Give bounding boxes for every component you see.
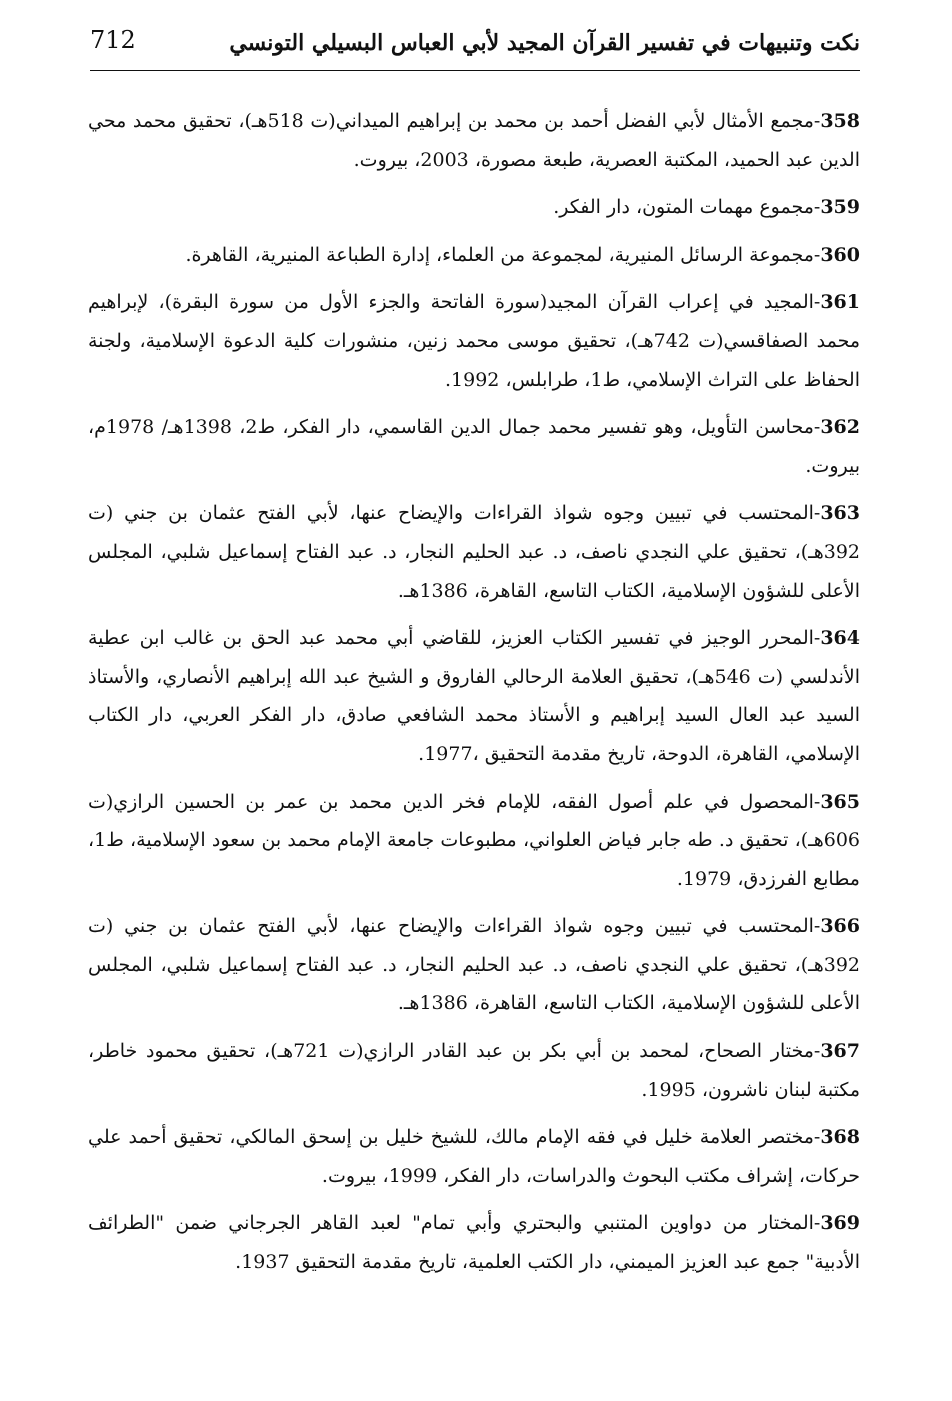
entry-text: -مختصر العلامة خليل في فقه الإمام مالك، للشيخ خليل بن إسحق المالكي، تحقيق أحمد علي حركات، إشراف مكتب البحوث والدراسات، دار الفكر، 1999، بيروت. — [88, 1126, 860, 1187]
page-header — [90, 22, 860, 66]
entry-number: 365 — [820, 790, 860, 813]
entry-number: 358 — [820, 110, 860, 132]
entry-text: -مجموع مهمات المتون، دار الفكر. — [553, 196, 821, 219]
entry-text: -مختار الصحاح، لمحمد بن أبي بكر بن عبد القادر الرازي(ت 721هـ)، تحقيق محمود خاطر، مكتبة لبنان ناشرون، 1995. — [88, 1040, 860, 1101]
bibliography-entry — [88, 102, 860, 179]
bibliography-entry — [88, 1032, 860, 1109]
bibliography-entry — [88, 783, 860, 899]
entry-text: -مجموعة الرسائل المنيرية، لمجموعة من العلماء، إدارة الطباعة المنيرية، القاهرة. — [185, 243, 821, 266]
entry-number: 359 — [820, 196, 860, 219]
entry-number: 366 — [820, 915, 860, 938]
entry-number: 364 — [820, 627, 860, 650]
entry-text: -مجمع الأمثال لأبي الفضل أحمد بن محمد بن إبراهيم الميداني(ت 518هـ)، تحقيق محمد محي الدين عبد الحميد، المكتبة العصرية، طبعة مصورة، 2003، بيروت. — [88, 110, 860, 171]
bibliography-entry — [88, 619, 860, 773]
entry-number: 360 — [820, 243, 860, 266]
entry-text: -المحتسب في تبيين وجوه شواذ القراءات والإيضاح عنها، لأبي الفتح عثمان بن جني (ت 392هـ)، تحقيق علي النجدي ناصف، د. عبد الحليم النجار، د. عبد الفتاح إسماعيل شلبي، المجلس الأعلى للشؤون الإسلامية، الكتاب التاسع، القاهرة، 1386هـ. — [88, 915, 860, 1015]
bibliography-entry — [88, 494, 860, 610]
entry-text: -المختار من دواوين المتنبي والبحتري وأبي تمام" لعبد القاهر الجرجاني ضمن "الطرائف الأدبية" جمع عبد العزيز الميمني، دار الكتب العلمية، تاريخ مقدمة التحقيق 1937. — [88, 1212, 860, 1274]
entry-number: 368 — [820, 1126, 860, 1149]
entry-number: 362 — [820, 416, 860, 439]
entry-text: -المجيد في إعراب القرآن المجيد(سورة الفاتحة والجزء الأول من سورة البقرة)، لإبراهيم محمد الصفاقسي(ت 742هـ)، تحقيق موسى محمد زنين، منشورات كلية الدعوة الإسلامية، ولجنة الحفاظ على التراث الإسلامي، ط1، طرابلس، 1992. — [88, 291, 861, 391]
header-rule — [90, 70, 860, 71]
bibliography-entry — [88, 236, 860, 275]
entry-text: -محاسن التأويل، وهو تفسير محمد جمال الدين القاسمي، دار الفكر، ط2، 1398هـ/ 1978م، بيروت. — [88, 416, 860, 477]
bibliography-entry — [88, 1204, 860, 1281]
bibliography-entry — [88, 907, 860, 1023]
bibliography-entry — [88, 283, 860, 399]
bibliography-entry — [88, 408, 860, 485]
entry-number: 367 — [820, 1040, 860, 1063]
entry-text: -المحصول في علم أصول الفقه، للإمام فخر الدين محمد بن عمر بن الحسين الرازي(ت 606هـ)، تحقيق د. طه جابر فياض العلواني، مطبوعات جامعة الإمام محمد بن سعود الإسلامية، ط1، مطابع الفرزدق، 1979. — [88, 790, 860, 890]
bibliography-list — [88, 102, 860, 1291]
running-header-title: نكت وتنبيهات في تفسير القرآن المجيد لأبي العباس البسيلي التونسي — [229, 30, 860, 56]
entry-number: 361 — [820, 291, 860, 314]
page-number: 712 — [90, 26, 136, 54]
bibliography-entry — [88, 1118, 860, 1195]
entry-text: -المحتسب في تبيين وجوه شواذ القراءات والإيضاح عنها، لأبي الفتح عثمان بن جني (ت 392هـ)، تحقيق علي النجدي ناصف، د. عبد الحليم النجار، د. عبد الفتاح إسماعيل شلبي، المجلس الأعلى للشؤون الإسلامية، الكتاب التاسع، القاهرة، 1386هـ. — [88, 502, 860, 602]
bibliography-entry — [88, 188, 860, 227]
entry-number: 363 — [820, 502, 860, 525]
entry-number: 369 — [820, 1212, 860, 1235]
entry-text: -المحرر الوجيز في تفسير الكتاب العزيز، للقاضي أبي محمد عبد الحق بن غالب ابن عطية الأندلسي (ت 546هـ)، تحقيق العلامة الرحالي الفاروق و الشيخ عبد الله إبراهيم الأنصاري، والأستاذ السيد عبد العال السيد إبراهيم و الأستاذ محمد الشافعي صادق، دار الفكر العربي، دار الكتاب الإسلامي، القاهرة، الدوحة، تاريخ مقدمة التحقيق ،1977. — [88, 627, 860, 765]
